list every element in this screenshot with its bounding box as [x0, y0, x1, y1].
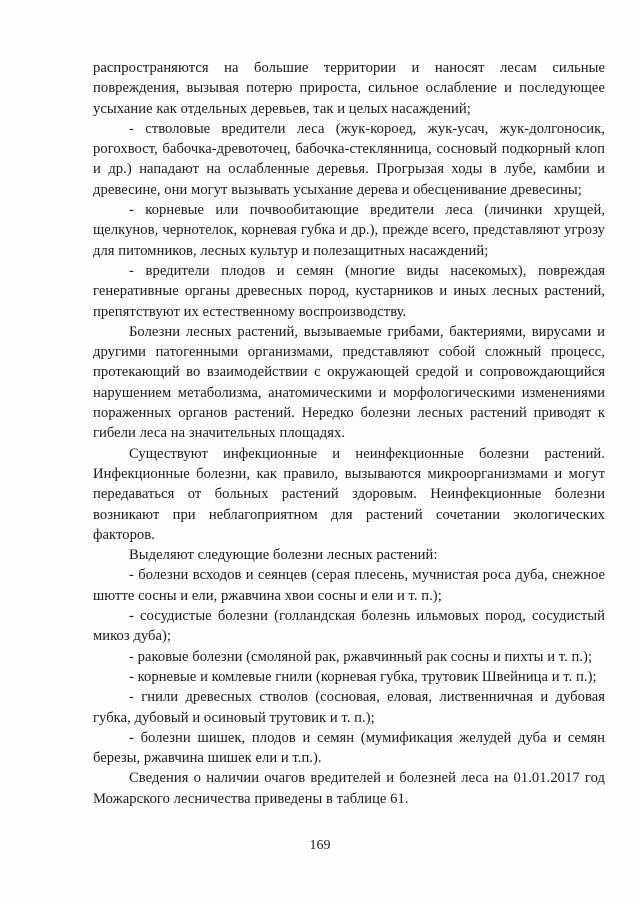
paragraph-infectious-diseases: Существуют инфекционные и неинфекционные болезни растений. Инфекционные болезни, как правило, вызываются микроорганизмами и могут передаваться от больных растений здоровым. Неинфекционные болезни возникают при неблагоприятном для растений сочетании экологических факторов.	[93, 445, 605, 543]
list-item-seedling-diseases: - болезни всходов и сеянцев (серая плесень, мучнистая роса дуба, снежное шютте сосны и ели, ржавчина хвои сосны и ели и т. п.);	[93, 567, 605, 604]
list-item-root-rots: - корневые и комлевые гнили (корневая губка, трутовик Швейница и т. п.);	[129, 668, 597, 685]
paragraph-disease-list-intro: Выделяют следующие болезни лесных растений:	[129, 547, 438, 564]
paragraph-forest-diseases: Болезни лесных растений, вызываемые грибами, бактериями, вирусами и другими патогенными организмами, представляют собой сложный процесс, протекающий во взаимодействии с окружающей средой и сопровождающийся нарушением метаболизма, анатомическими и морфологическими изменениями пораженных органов растений. Нередко болезни лесных растений приводят к гибели леса на значительных площадях.	[93, 323, 605, 442]
list-item-stem-rots: - гнили древесных стволов (сосновая, еловая, лиственничная и дубовая губка, дубовый и осиновый трутовик и т. п.);	[93, 689, 605, 726]
list-item-canker-diseases: - раковые болезни (смоляной рак, ржавчинный рак сосны и пихты и т. п.);	[129, 648, 593, 665]
paragraph-pests-spread: распространяются на большие территории и наносят лесам сильные повреждения, вызывая потерю прироста, сильное ослабление и последующее усыхание как отдельных деревьев, так и целых насаждений;	[93, 60, 605, 117]
paragraph-seed-pests: - вредители плодов и семян (многие виды насекомых), повреждая генеративные органы древесных пород, кустарников и иных лесных растений, препятствуют их естественному воспроизводству.	[93, 262, 605, 320]
paragraph-table-reference: Сведения о наличии очагов вредителей и болезней леса на 01.01.2017 год Можарского лесничества приведены в таблице 61.	[93, 770, 605, 807]
paragraph-stem-pests: - стволовые вредители леса (жук-короед, жук-усач, жук-долгоносик, рогохвост, бабочка-древоточец, бабочка-стеклянница, сосновый подкорный клоп и др.) нападают на ослабленные деревья. Прогрызая ходы в лубе, камбии и древесине, они могут вызывать усыхание дерева и обесценивание древесины;	[93, 120, 605, 198]
list-item-vascular-diseases: - сосудистые болезни (голландская болезнь ильмовых пород, сосудистый микоз дуба);	[93, 608, 605, 645]
paragraph-root-pests: - корневые или почвообитающие вредители леса (личинки хрущей, щелкунов, чернотелок, корневая губка и др.), прежде всего, представляют угрозу для питомников, лесных культур и полезащитных насаждений;	[93, 202, 605, 259]
page-number: 169	[309, 838, 331, 853]
list-item-cone-seed-diseases: - болезни шишек, плодов и семян (мумификация желудей дуба и семян березы, ржавчина шишек ели и т.п.).	[93, 729, 605, 767]
document-body	[93, 58, 605, 809]
